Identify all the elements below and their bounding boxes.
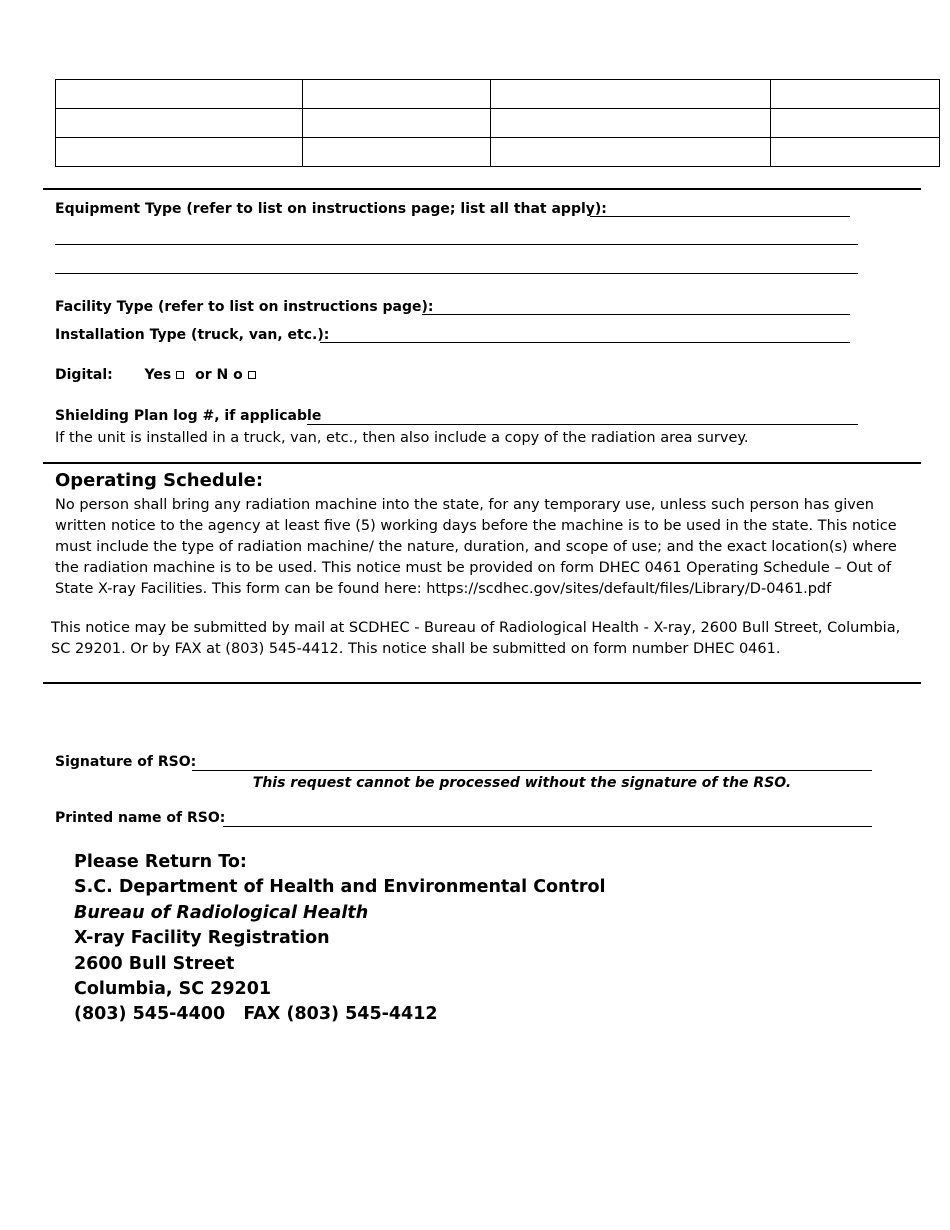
return-city: Columbia, SC 29201 — [74, 979, 272, 1000]
shielding-plan-field[interactable] — [307, 424, 858, 425]
equipment-type-field-line-2[interactable] — [55, 244, 858, 245]
digital-label: Digital: — [55, 367, 113, 383]
facility-type-label: Facility Type (refer to list on instructions page): — [55, 299, 434, 315]
table-cell[interactable] — [491, 80, 771, 109]
table-cell[interactable] — [56, 109, 303, 138]
operating-schedule-paragraph-2: This notice may be submitted by mail at SCDHEC - Bureau of Radiological Health - X-ray, 2600 Bull Street, Columbia, SC 29201. Or by FAX at (803) 545-4412. This notice shall be submitted on form number DHEC 0461. — [51, 620, 901, 657]
signature-label: Signature of RSO: — [55, 754, 197, 770]
table-cell[interactable] — [771, 109, 940, 138]
table-cell[interactable] — [771, 80, 940, 109]
equipment-type-label: Equipment Type (refer to list on instructions page; list all that apply): — [55, 201, 607, 217]
table-cell[interactable] — [303, 109, 491, 138]
or-label: or — [195, 367, 212, 383]
table-row — [56, 80, 940, 109]
shielding-plan-label: Shielding Plan log #, if applicable — [55, 408, 322, 424]
table-cell[interactable] — [491, 138, 771, 167]
equipment-type-field[interactable] — [590, 216, 850, 217]
digital-row — [55, 367, 262, 383]
yes-label: Yes — [144, 367, 172, 383]
table-cell[interactable] — [491, 109, 771, 138]
no-checkbox[interactable] — [248, 371, 256, 379]
facility-type-field[interactable] — [422, 314, 850, 315]
operating-schedule-paragraph-1: No person shall bring any radiation machine into the state, for any temporary use, unless such person has given written notice to the agency at least five (5) working days before the machine is to be used in the state. This notice must include the type of radiation machine/ the nature, duration, and scope of use; and the exact location(s) where the radiation machine is to be used. This notice must be provided on form DHEC 0461 Operating Schedule – Out of State X-ray Facilities. This form can be found here: https://scdhec.gov/sites/default/files/Library/D-0461.pdf — [55, 497, 897, 597]
table-cell[interactable] — [56, 138, 303, 167]
section-divider-3 — [43, 682, 921, 684]
operating-schedule-heading: Operating Schedule: — [55, 470, 264, 491]
return-phone-fax: (803) 545-4400 FAX (803) 545-4412 — [74, 1004, 438, 1025]
return-address-block — [74, 850, 606, 1028]
signature-field[interactable] — [192, 770, 872, 771]
signature-required-note: This request cannot be processed without the signature of the RSO. — [252, 775, 792, 791]
printed-name-label: Printed name of RSO: — [55, 810, 226, 826]
no-label: N o — [216, 367, 243, 383]
return-heading: Please Return To: — [74, 852, 247, 872]
return-department: X-ray Facility Registration — [74, 928, 330, 949]
table-cell[interactable] — [303, 138, 491, 167]
printed-name-field[interactable] — [223, 826, 872, 827]
truck-survey-note: If the unit is installed in a truck, van, etc., then also include a copy of the radiation area survey. — [55, 430, 749, 446]
return-agency: S.C. Department of Health and Environmental Control — [74, 877, 606, 898]
table-cell[interactable] — [303, 80, 491, 109]
return-bureau: Bureau of Radiological Health — [74, 902, 369, 923]
section-divider-2 — [43, 462, 921, 464]
installation-type-label: Installation Type (truck, van, etc.): — [55, 327, 330, 343]
top-table — [55, 79, 940, 167]
equipment-type-field-line-3[interactable] — [55, 273, 858, 274]
table-cell[interactable] — [56, 80, 303, 109]
section-divider-1 — [43, 188, 921, 190]
return-street: 2600 Bull Street — [74, 953, 235, 974]
table-cell[interactable] — [771, 138, 940, 167]
yes-checkbox[interactable] — [176, 371, 184, 379]
table-row — [56, 138, 940, 167]
installation-type-field[interactable] — [320, 342, 850, 343]
table-row — [56, 109, 940, 138]
